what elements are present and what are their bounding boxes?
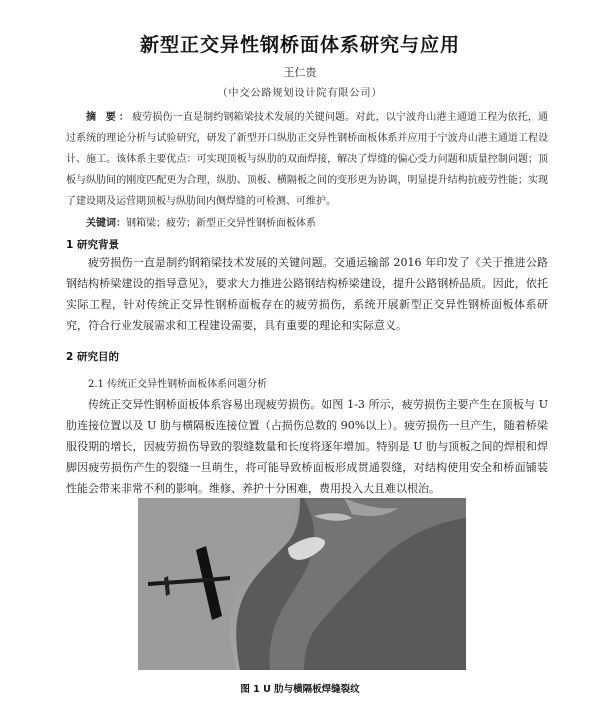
figure-caption: 图 1 U 肋与横隔板焊缝裂纹 [240,684,360,695]
subsection-body-problem-analysis: 传统正交异性钢桥面板体系容易出现疲劳损伤。如图 1-3 所示，疲劳损伤主要产生在顶板与 U 肋连接位置以及 U 肋与横隔板连接位置（占损伤总数的 90%以上）。疲劳损伤一旦产生，随着桥梁服役期的增长，因疲劳损伤导致的裂缝数量和长度将逐年增加。特别是 U 肋与顶板之间的焊根和焊脚因疲劳损伤产生的裂缝一旦萌生，将可能导致桥面板形成贯通裂缝，对结构使用安全和桥面铺装性能会带来非常不利的影响。维修、养护十分困难，费用投入大且难以根治。 [66,398,548,495]
abstract-text: 疲劳损伤一直是制约钢箱梁技术发展的关键问题。对此，以宁波舟山港主通道工程为依托，通过系统的理论分析与试验研究，研发了新型开口纵肋正交异性钢桥面板体系并应用于宁波舟山港主通道工程设计、施工。该体系主要优点：可实现顶板与纵肋的双面焊接，解决了焊缝的偏心受力问题和质量控制问题；顶板与纵肋间的刚度匹配更为合理，纵肋、顶板、横隔板之间的变形更为协调，明显提升结构抗疲劳性能；实现了建设期及运营期顶板与纵肋间内侧焊缝的可检测、可维护。 [66,112,549,207]
keywords-label: 关键词： [86,218,126,229]
abstract [66,107,548,212]
section-body-background: 疲劳损伤一直是制约钢箱梁技术发展的关键问题。交通运输部 2016 年印发了《关于推进公路钢结构桥梁建设的指导意见》，要求大力推进公路钢结构桥梁建设，提升公路钢桥品质。因此，依托实际工程，针对传统正交异性钢桥面板存在的疲劳损伤，系统开展新型正交异性钢桥面板体系研究，符合行业发展需求和工程建设需要，具有重要的理论和实际意义。 [66,256,549,332]
keywords-text: 钢箱梁；疲劳；新型正交异性钢桥面板体系 [126,218,316,229]
abstract-label: 摘 要： [86,112,133,123]
section-heading-purpose: 2 研究目的 [66,351,119,363]
section-heading-background: 1 研究背景 [66,239,119,251]
weld-crack-photo-drawing [138,498,466,670]
author-name: 王仁贵 [283,66,317,79]
paper-title: 新型正交异性钢桥面体系研究与应用 [139,34,460,56]
figure-weld-crack-photo [138,498,466,670]
keywords [86,214,316,229]
author-affiliation: （中交公路规划设计院有限公司） [217,88,383,99]
subsection-heading-problem-analysis: 2.1 传统正交异性钢桥面板体系问题分析 [88,379,268,390]
